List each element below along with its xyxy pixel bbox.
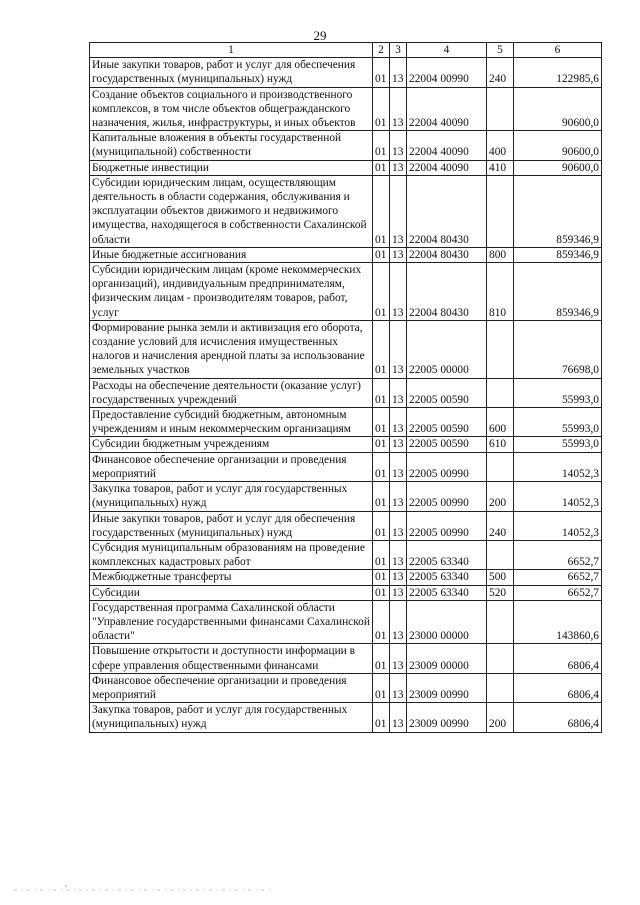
row-expense-type: 400 [487,131,514,160]
row-target-article: 22004 80430 [407,263,487,321]
row-amount: 859346,9 [514,247,602,262]
row-section-code: 01 [373,320,390,378]
table-row [90,570,602,585]
table-row [90,320,602,378]
row-amount: 76698,0 [514,320,602,378]
row-name: Предоставление субсидий бюджетным, автономным учреждениям и иным некоммерческим организациям [90,408,373,437]
row-subsection-code: 13 [390,600,407,644]
row-section-code: 01 [373,58,390,87]
table-row [90,58,602,87]
row-subsection-code: 13 [390,703,407,732]
row-target-article: 22005 63340 [407,585,487,600]
row-amount: 14052,3 [514,511,602,540]
row-name: Иные закупки товаров, работ и услуг для обеспечения государственных (муниципальных) нужд [90,511,373,540]
row-name: Бюджетные инвестиции [90,160,373,175]
row-target-article: 22004 40090 [407,160,487,175]
header-col-3: 3 [390,43,407,58]
page-number: 29 [313,28,327,43]
row-name: Финансовое обеспечение организации и проведения мероприятий [90,673,373,702]
row-expense-type [487,600,514,644]
row-amount: 859346,9 [514,263,602,321]
row-amount: 6652,7 [514,570,602,585]
row-subsection-code: 13 [390,131,407,160]
row-subsection-code: 13 [390,644,407,673]
row-target-article: 22004 80430 [407,247,487,262]
table-row [90,87,602,131]
row-target-article: 23000 00000 [407,600,487,644]
row-name: Межбюджетные трансферты [90,570,373,585]
row-section-code: 01 [373,511,390,540]
header-col-6: 6 [514,43,602,58]
row-target-article: 22005 00990 [407,482,487,511]
table-row [90,160,602,175]
table-row [90,673,602,702]
row-section-code: 01 [373,600,390,644]
table-body [90,58,602,732]
row-subsection-code: 13 [390,87,407,131]
table-row [90,131,602,160]
row-name: Субсидии [90,585,373,600]
row-name: Капитальные вложения в объекты государственной (муниципальной) собственности [90,131,373,160]
row-amount: 90600,0 [514,87,602,131]
table-row [90,247,602,262]
row-section-code: 01 [373,263,390,321]
row-amount: 143860,6 [514,600,602,644]
row-target-article: 22005 00990 [407,511,487,540]
row-subsection-code: 13 [390,263,407,321]
row-expense-type: 500 [487,570,514,585]
row-expense-type: 810 [487,263,514,321]
row-section-code: 01 [373,131,390,160]
row-subsection-code: 13 [390,570,407,585]
row-target-article: 22004 40090 [407,87,487,131]
row-section-code: 01 [373,570,390,585]
row-name: Государственная программа Сахалинской области "Управление государственными финансами Сахалинской области" [90,600,373,644]
row-target-article: 22005 00590 [407,408,487,437]
table-row [90,452,602,481]
row-name: Субсидии бюджетным учреждениям [90,437,373,452]
row-amount: 122985,6 [514,58,602,87]
scan-artifact [14,884,274,894]
header-col-4: 4 [407,43,487,58]
row-amount: 6652,7 [514,540,602,569]
row-amount: 55993,0 [514,378,602,407]
row-name: Субсидия муниципальным образованиям на проведение комплексных кадастровых работ [90,540,373,569]
row-name: Повышение открытости и доступности информации в сфере управления общественными финансами [90,644,373,673]
row-name: Субсидии юридическим лицам, осуществляющим деятельность в области содержания, обслуживания и эксплуатации объектов движимого и недвижимого имущества, находящегося в собственности Сахалинской области [90,175,373,247]
header-col-5: 5 [487,43,514,58]
row-name: Закупка товаров, работ и услуг для государственных (муниципальных) нужд [90,482,373,511]
row-target-article: 22004 40090 [407,131,487,160]
row-amount: 14052,3 [514,482,602,511]
row-expense-type [487,175,514,247]
row-expense-type: 200 [487,703,514,732]
row-section-code: 01 [373,452,390,481]
table-row [90,263,602,321]
row-amount: 6806,4 [514,703,602,732]
row-amount: 6806,4 [514,644,602,673]
row-target-article: 22005 63340 [407,570,487,585]
row-target-article: 23009 00990 [407,673,487,702]
row-section-code: 01 [373,540,390,569]
row-name: Субсидии юридическим лицам (кроме некоммерческих организаций), индивидуальным предпринимателям, физическим лицам - производителям товаров, работ, услуг [90,263,373,321]
row-amount: 859346,9 [514,175,602,247]
row-amount: 90600,0 [514,131,602,160]
row-expense-type: 240 [487,58,514,87]
row-expense-type [487,452,514,481]
row-name: Расходы на обеспечение деятельности (оказание услуг) государственных учреждений [90,378,373,407]
row-subsection-code: 13 [390,511,407,540]
table-row [90,408,602,437]
row-section-code: 01 [373,87,390,131]
row-target-article: 22005 00590 [407,378,487,407]
row-amount: 55993,0 [514,408,602,437]
row-subsection-code: 13 [390,378,407,407]
row-name: Финансовое обеспечение организации и проведения мероприятий [90,452,373,481]
row-section-code: 01 [373,247,390,262]
table-row [90,585,602,600]
row-subsection-code: 13 [390,585,407,600]
row-expense-type [487,644,514,673]
row-expense-type: 520 [487,585,514,600]
row-name: Иные закупки товаров, работ и услуг для обеспечения государственных (муниципальных) нужд [90,58,373,87]
row-amount: 6806,4 [514,673,602,702]
row-expense-type: 410 [487,160,514,175]
row-subsection-code: 13 [390,58,407,87]
row-expense-type [487,540,514,569]
row-subsection-code: 13 [390,482,407,511]
table-row [90,703,602,732]
table-row [90,378,602,407]
table-row [90,437,602,452]
header-col-1: 1 [90,43,373,58]
row-subsection-code: 13 [390,408,407,437]
table-header [90,43,602,58]
row-subsection-code: 13 [390,452,407,481]
row-expense-type [487,673,514,702]
row-section-code: 01 [373,482,390,511]
row-name: Формирование рынка земли и активизация его оборота, создание условий для исчисления имущественных налогов и начисления арендной платы за использование земельных участков [90,320,373,378]
row-target-article: 22005 63340 [407,540,487,569]
row-target-article: 22005 00990 [407,452,487,481]
row-subsection-code: 13 [390,320,407,378]
table-row [90,540,602,569]
row-target-article: 22004 80430 [407,175,487,247]
row-amount: 90600,0 [514,160,602,175]
budget-table [89,42,602,733]
row-subsection-code: 13 [390,175,407,247]
row-subsection-code: 13 [390,673,407,702]
row-expense-type: 240 [487,511,514,540]
row-name: Создание объектов социального и производственного комплексов, в том числе объектов общегражданского назначения, жилья, инфраструктуры, и иных объектов [90,87,373,131]
row-section-code: 01 [373,585,390,600]
header-col-2: 2 [373,43,390,58]
table-row [90,644,602,673]
row-target-article: 23009 00000 [407,644,487,673]
row-section-code: 01 [373,703,390,732]
table-row [90,511,602,540]
row-expense-type: 800 [487,247,514,262]
row-target-article: 22005 00590 [407,437,487,452]
row-subsection-code: 13 [390,160,407,175]
row-subsection-code: 13 [390,540,407,569]
row-section-code: 01 [373,644,390,673]
row-target-article: 22005 00000 [407,320,487,378]
row-expense-type [487,320,514,378]
row-section-code: 01 [373,378,390,407]
row-target-article: 23009 00990 [407,703,487,732]
row-section-code: 01 [373,160,390,175]
row-subsection-code: 13 [390,247,407,262]
row-expense-type: 610 [487,437,514,452]
row-section-code: 01 [373,673,390,702]
row-section-code: 01 [373,408,390,437]
row-name: Иные бюджетные ассигнования [90,247,373,262]
row-amount: 6652,7 [514,585,602,600]
row-section-code: 01 [373,437,390,452]
row-expense-type [487,87,514,131]
table-row [90,175,602,247]
row-section-code: 01 [373,175,390,247]
row-expense-type: 200 [487,482,514,511]
row-expense-type [487,378,514,407]
row-name: Закупка товаров, работ и услуг для государственных (муниципальных) нужд [90,703,373,732]
row-amount: 14052,3 [514,452,602,481]
row-expense-type: 600 [487,408,514,437]
row-amount: 55993,0 [514,437,602,452]
table-row [90,600,602,644]
row-target-article: 22004 00990 [407,58,487,87]
table-row [90,482,602,511]
row-subsection-code: 13 [390,437,407,452]
